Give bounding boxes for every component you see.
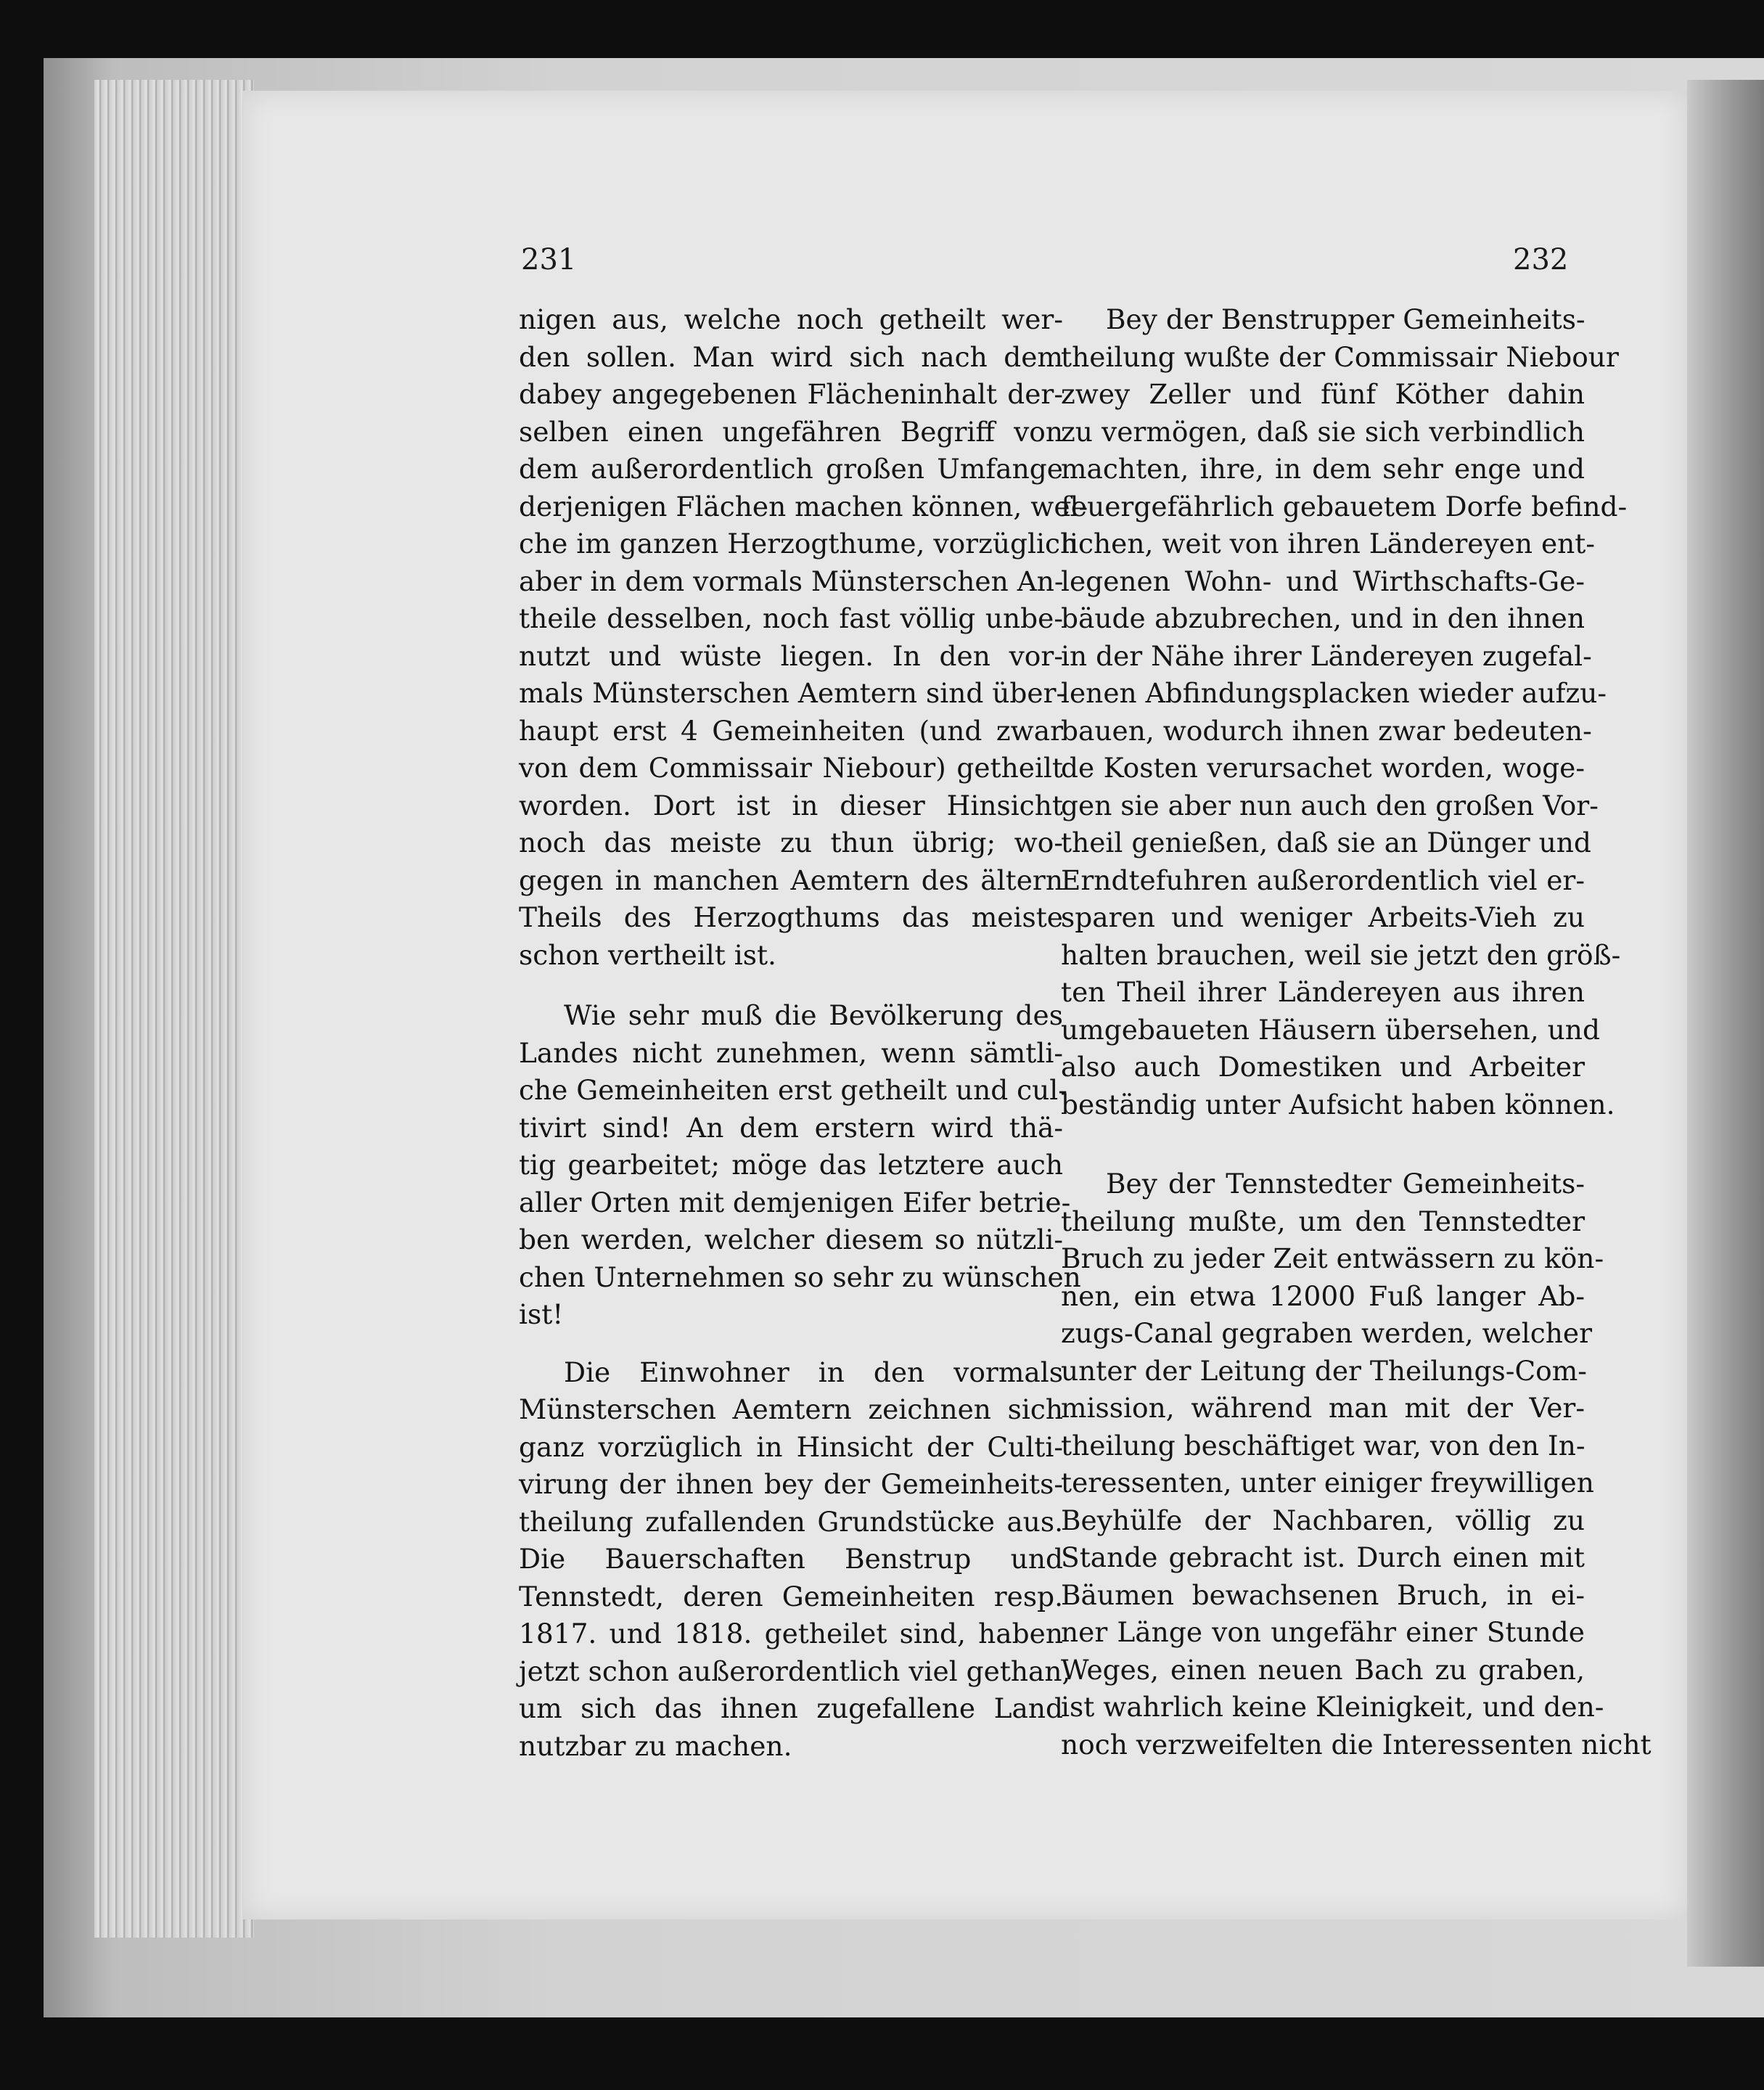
- text-line: zwey Zeller und fünf Köther dahin: [1061, 378, 1585, 410]
- text-line: che im ganzen Herzogthume, vorzüglich: [519, 528, 1078, 560]
- text-line: ben werden, welcher diesem so nützli-: [519, 1224, 1063, 1255]
- facing-page-edge: [1687, 80, 1764, 1967]
- text-line: noch das meiste zu thun übrig; wo-: [519, 827, 1063, 858]
- text-line: theilung mußte, um den Tennstedter: [1061, 1205, 1585, 1237]
- text-line: ist wahrlich keine Kleinigkeit, und den-: [1061, 1691, 1604, 1723]
- paragraph-gap: [1061, 1123, 1585, 1165]
- text-line: lichen, weit von ihren Ländereyen ent-: [1061, 528, 1596, 560]
- text-line: beständig unter Aufsicht haben können.: [1061, 1088, 1615, 1120]
- text-line: machten, ihre, in dem sehr enge und: [1061, 453, 1585, 485]
- paragraph-gap: [519, 974, 1063, 997]
- text-line: zu vermögen, daß sie sich verbindlich: [1061, 415, 1585, 448]
- text-line: Münsterschen Aemtern zeichnen sich: [519, 1393, 1063, 1425]
- text-line: dabey angegebenen Flächeninhalt der-: [519, 378, 1063, 410]
- text-line: bauen, wodurch ihnen zwar bedeuten-: [1061, 714, 1592, 747]
- text-line: aller Orten mit demjenigen Eifer betrie-: [519, 1186, 1071, 1218]
- text-line: nutzt und wüste liegen. In den vor-: [519, 639, 1063, 672]
- text-line: teressenten, unter einiger freywilligen: [1061, 1467, 1594, 1499]
- text-line: ganz vorzüglich in Hinsicht der Culti-: [519, 1430, 1063, 1463]
- text-line: ten Theil ihrer Ländereyen aus ihren: [1061, 976, 1585, 1008]
- text-line: Erndtefuhren außerordentlich viel er-: [1061, 864, 1585, 896]
- text-line: haupt erst 4 Gemeinheiten (und zwar: [519, 714, 1063, 747]
- text-line: Theils des Herzogthums das meiste: [519, 901, 1063, 933]
- text-line: halten brauchen, weil sie jetzt den größ-: [1061, 938, 1621, 971]
- text-line: noch verzweifelten die Interessenten nicht: [1061, 1728, 1652, 1761]
- paragraph: [519, 1354, 1071, 1766]
- page-edges: [94, 80, 254, 1938]
- text-line: worden. Dort ist in dieser Hinsicht: [519, 789, 1063, 821]
- paragraph: [519, 301, 1088, 974]
- text-line: Bruch zu jeder Zeit entwässern zu kön-: [1061, 1242, 1604, 1274]
- text-line: gegen in manchen Aemtern des ältern: [519, 864, 1063, 896]
- text-line: Weges, einen neuen Bach zu graben,: [1061, 1653, 1585, 1686]
- text-line: legenen Wohn- und Wirthschafts-Ge-: [1061, 565, 1585, 597]
- text-line: ist!: [519, 1298, 564, 1330]
- text-line: Landes nicht zunehmen, wenn sämtli-: [519, 1036, 1063, 1069]
- text-line: gen sie aber nun auch den großen Vor-: [1061, 789, 1599, 821]
- text-line: feuergefährlich gebauetem Dorfe befind-: [1061, 490, 1628, 522]
- paragraph: [1061, 1165, 1652, 1763]
- text-line: Wie sehr muß die Bevölkerung des: [564, 999, 1063, 1031]
- text-line: tig gearbeitet; möge das letztere auch: [519, 1149, 1063, 1181]
- text-line: theilung wußte der Commissair Niebour: [1061, 340, 1619, 373]
- text-line: Bey der Benstrupper Gemeinheits-: [1106, 303, 1585, 335]
- text-line: tivirt sind! An dem erstern wird thä-: [519, 1111, 1063, 1144]
- text-line: 1817. und 1818. getheilet sind, haben: [519, 1618, 1063, 1650]
- paragraph-gap: [519, 1334, 1063, 1354]
- text-line: sparen und weniger Arbeits-Vieh zu: [1061, 901, 1585, 933]
- text-line: nutzbar zu machen.: [519, 1729, 792, 1762]
- text-line: selben einen ungefähren Begriff von: [519, 415, 1063, 448]
- page-number-left: 231: [521, 243, 577, 276]
- text-line: Die Bauerschaften Benstrup und: [519, 1543, 1063, 1575]
- text-line: Bäumen bewachsenen Bruch, in ei-: [1061, 1578, 1585, 1611]
- text-line: Die Einwohner in den vormals: [564, 1356, 1063, 1388]
- text-line: virung der ihnen bey der Gemeinheits-: [519, 1468, 1063, 1500]
- text-line: derjenigen Flächen machen können, wel-: [519, 490, 1088, 522]
- page-number-right: 232: [1513, 243, 1569, 276]
- text-line: bäude abzubrechen, und in den ihnen: [1061, 602, 1585, 634]
- text-line: mals Münsterschen Aemtern sind über-: [519, 677, 1066, 709]
- text-line: nen, ein etwa 12000 Fuß langer Ab-: [1061, 1279, 1585, 1312]
- text-line: schon vertheilt ist.: [519, 938, 776, 971]
- left-column: [519, 301, 1088, 1765]
- text-line: de Kosten verursachet worden, woge-: [1061, 752, 1585, 784]
- text-line: theilung zufallenden Grundstücke aus.: [519, 1505, 1063, 1538]
- text-line: chen Unternehmen so sehr zu wünschen: [519, 1261, 1081, 1293]
- paragraph: [1061, 301, 1628, 1123]
- text-line: theil genießen, daß sie an Dünger und: [1061, 827, 1591, 858]
- text-line: also auch Domestiken und Arbeiter: [1061, 1051, 1585, 1083]
- text-line: theilung beschäftiget war, von den In-: [1061, 1429, 1585, 1462]
- text-line: umgebaueten Häusern übersehen, und: [1061, 1013, 1600, 1046]
- text-line: Bey der Tennstedter Gemeinheits-: [1106, 1168, 1585, 1200]
- paragraph: [519, 997, 1081, 1334]
- text-line: von dem Commissair Niebour) getheilt: [519, 752, 1063, 784]
- text-line: dem außerordentlich großen Umfange: [519, 453, 1063, 485]
- text-line: um sich das ihnen zugefallene Land: [519, 1692, 1063, 1724]
- text-line: den sollen. Man wird sich nach dem: [519, 340, 1063, 373]
- text-line: theile desselben, noch fast völlig unbe-: [519, 602, 1063, 634]
- text-line: unter der Leitung der Theilungs-Com-: [1061, 1354, 1587, 1387]
- text-line: jetzt schon außerordentlich viel gethan,: [519, 1655, 1071, 1687]
- text-line: Tennstedt, deren Gemeinheiten resp.: [519, 1580, 1063, 1612]
- text-line: mission, während man mit der Ver-: [1061, 1392, 1585, 1424]
- text-line: zugs-Canal gegraben werden, welcher: [1061, 1317, 1593, 1349]
- text-line: in der Nähe ihrer Ländereyen zugefal-: [1061, 639, 1592, 672]
- text-line: lenen Abfindungsplacken wieder aufzu-: [1061, 677, 1607, 709]
- text-line: Stande gebracht ist. Durch einen mit: [1061, 1541, 1585, 1573]
- text-line: nigen aus, welche noch getheilt wer-: [519, 303, 1063, 335]
- text-line: che Gemeinheiten erst getheilt und cul-: [519, 1074, 1067, 1106]
- right-column: [1061, 301, 1652, 1763]
- text-line: ner Länge von ungefähr einer Stunde: [1061, 1616, 1585, 1648]
- text-line: Beyhülfe der Nachbaren, völlig zu: [1061, 1504, 1585, 1536]
- text-line: aber in dem vormals Münsterschen An-: [519, 565, 1064, 597]
